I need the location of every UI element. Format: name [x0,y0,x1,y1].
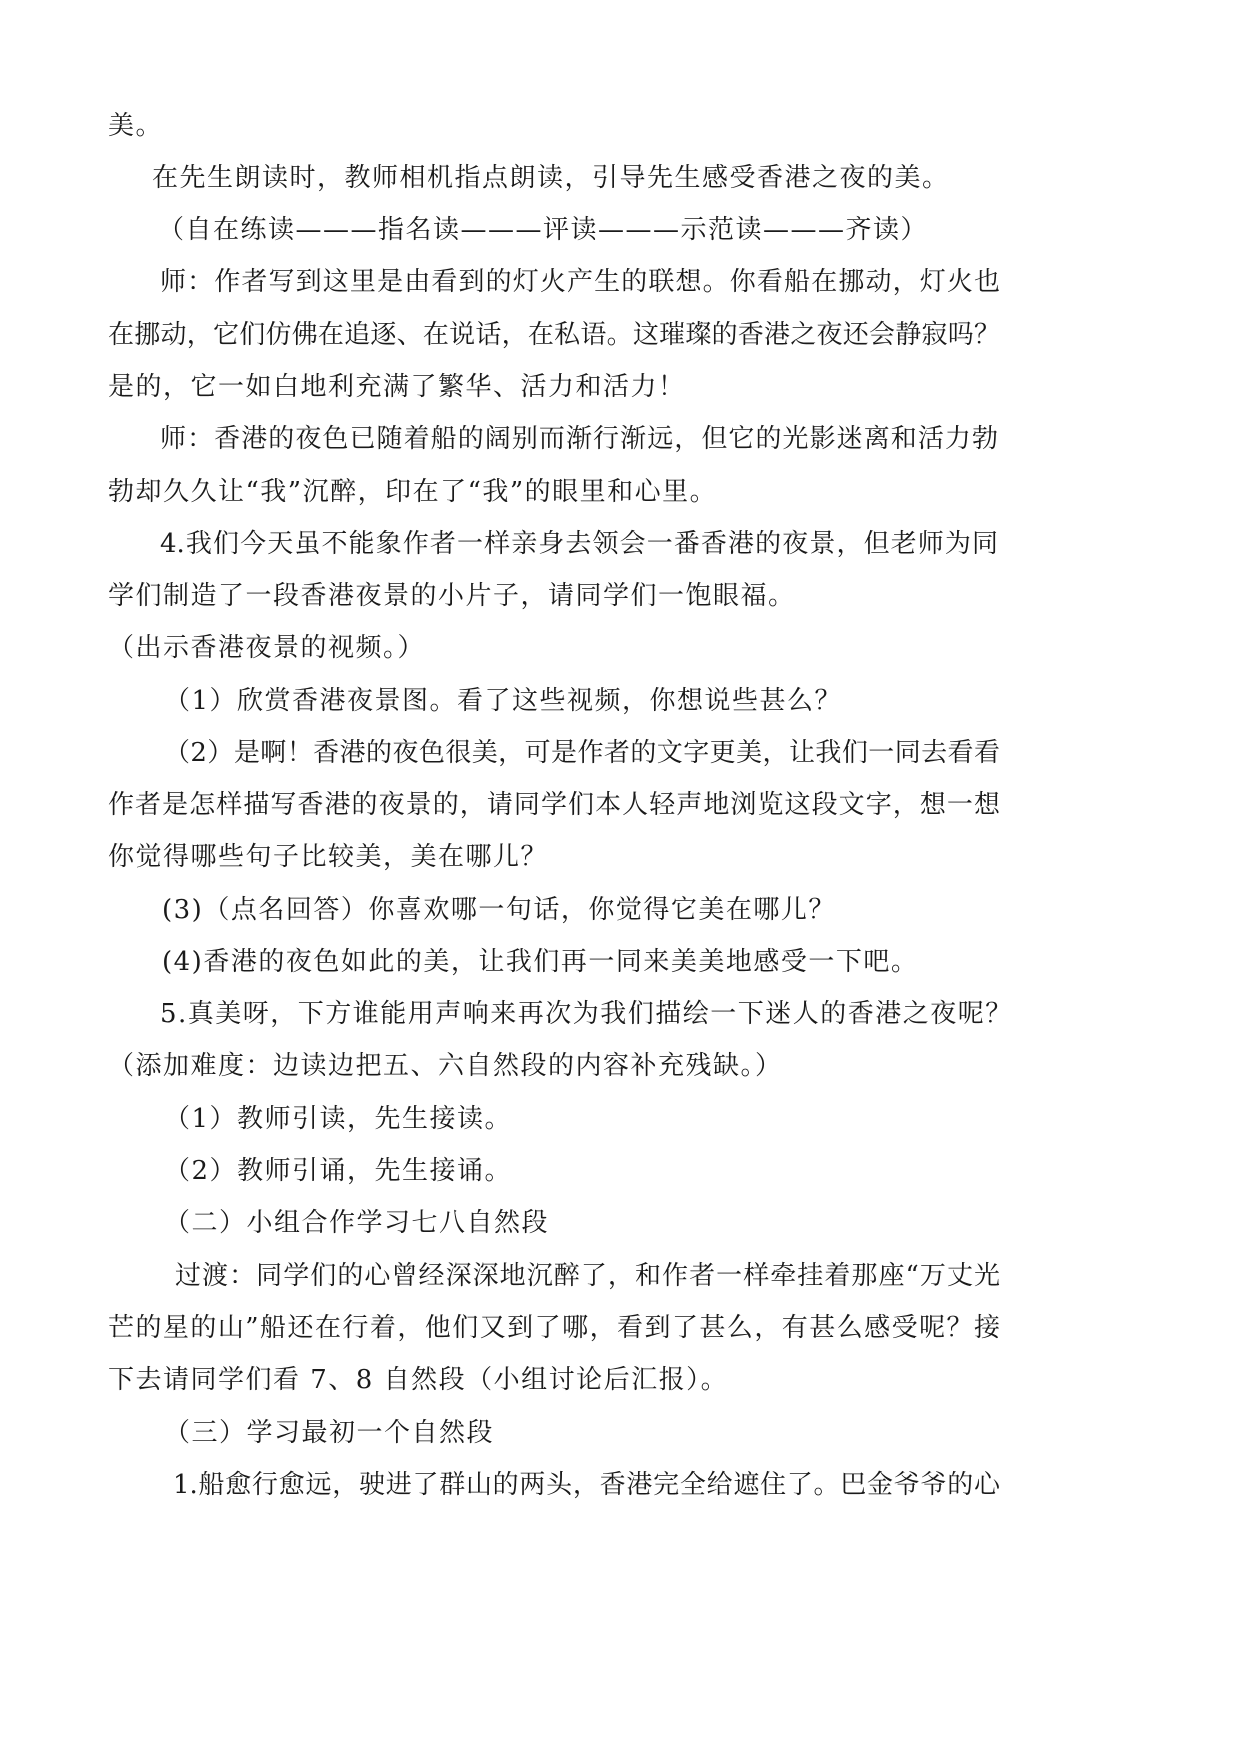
text-line: 芒的星的山”船还在行着，他们又到了哪，看到了甚么，有甚么感受呢？接 [108,1313,1000,1343]
text-line: (4)香港的夜色如此的美，让我们再一同来美美地感受一下吧。 [162,947,919,977]
text-line: 作者是怎样描写香港的夜景的，请同学们本人轻声地浏览这段文字，想一想 [108,790,1000,820]
text-line: （二）小组合作学习七八自然段 [164,1208,550,1238]
text-line: 在挪动，它们仿佛在追逐、在说话，在私语。这璀璨的香港之夜还会静寂吗？ [108,320,1000,350]
text-line: （1）教师引读，先生接读。 [164,1104,513,1134]
text-line: 5.真美呀，下方谁能用声响来再次为我们描绘一下迷人的香港之夜呢？ [160,999,1013,1029]
text-line: 美。 [108,111,164,141]
text-line: 在先生朗读时，教师相机指点朗读，引导先生感受香港之夜的美。 [152,163,950,193]
text-line: (3)（点名回答）你喜欢哪一句话，你觉得它美在哪儿？ [162,895,836,925]
text-line: 勃却久久让“我”沉醉，印在了“我”的眼里和心里。 [108,477,718,507]
text-line: 下去请同学们看 7、8 自然段（小组讨论后汇报）。 [108,1365,729,1395]
text-line: 学们制造了一段香港夜景的小片子，请同学们一饱眼福。 [108,581,796,611]
text-line: （1）欣赏香港夜景图。看了这些视频，你想说些甚么？ [164,686,843,716]
text-line: 过渡：同学们的心曾经深深地沉醉了，和作者一样牵挂着那座“万丈光 [175,1261,1000,1291]
text-line: 师：香港的夜色已随着船的阔别而渐行渐远，但它的光影迷离和活力勃 [160,424,998,454]
text-line: 你觉得哪些句子比较美，美在哪儿？ [108,842,549,872]
text-line: （三）学习最初一个自然段 [164,1418,495,1448]
text-line: 1.船愈行愈远，驶进了群山的两头，香港完全给遮住了。巴金爷爷的心 [173,1470,1000,1500]
text-line: 4.我们今天虽不能象作者一样亲身去领会一番香港的夜景，但老师为同 [160,529,998,559]
text-line: （2）是啊！香港的夜色很美，可是作者的文字更美，让我们一同去看看 [164,738,1000,768]
text-line: （2）教师引诵，先生接诵。 [164,1156,513,1186]
text-line: 是的，它一如白地利充满了繁华、活力和活力！ [108,372,686,402]
text-line: （自在练读———指名读———评读———示范读———齐读） [158,215,929,245]
text-line: （出示香港夜景的视频。） [108,633,426,663]
text-line: 师：作者写到这里是由看到的灯火产生的联想。你看船在挪动，灯火也 [160,267,1000,297]
text-line: （添加难度：边读边把五、六自然段的内容补充残缺。） [108,1051,783,1081]
